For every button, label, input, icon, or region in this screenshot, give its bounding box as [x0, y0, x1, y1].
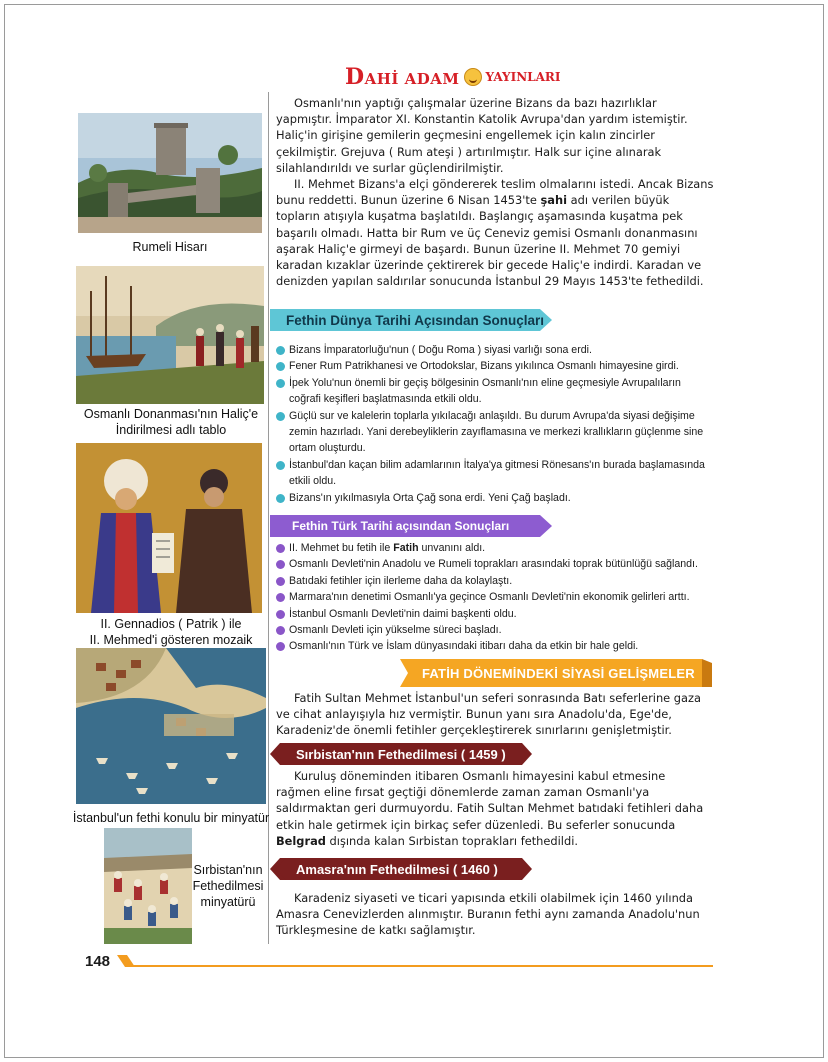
serbia-miniature-image: [104, 828, 192, 944]
amasra-banner: [270, 858, 532, 880]
figure-caption-donanma: Osmanlı Donanması'nın Haliç'e İndirilmesi adlı tablo: [83, 407, 259, 437]
list-item: İpek Yolu'nun önemli bir geçiş bölgesinin Osmanlı'nın eline geçmesiyle Avrupalıların coğrafi keşifleri başlatmasında etkili oldu.: [276, 375, 712, 408]
turk-results-banner: [270, 515, 552, 537]
list-item: Batıdaki fetihler için ilerleme daha da kolaylaştı.: [276, 573, 712, 589]
brand-publisher: YAYINLARI: [485, 70, 561, 84]
serbia-text: Kuruluş döneminden itibaren Osmanlı himayesini kabul etmesine rağmen eline fırsat geçtiği dönemlerde zaman zaman Osmanlı'ya saldırmaktan geri durmuyordu. Fatih Sultan Mehmet batıdaki fetihleri daha etkin hale getirmek için birkaç sefer düzenledi. Bu seferler sonucunda Belgrad dışında kalan Sırbistan toprakları fethedildi.: [276, 769, 704, 848]
smiley-icon: [464, 68, 482, 86]
publisher-logo: [345, 64, 561, 90]
istanbul-miniature-image: [76, 648, 266, 804]
list-item: Osmanlı Devleti için yükselme süreci başladı.: [276, 622, 712, 638]
list-item: Marmara'nın denetimi Osmanlı'ya geçince Osmanlı Devleti'nin ekonomik gelirleri arttı.: [276, 589, 712, 605]
list-item: Fener Rum Patrikhanesi ve Ortodokslar, Bizans yıkılınca Osmanlı himayesine girdi.: [276, 358, 712, 374]
intro-paragraph-2: II. Mehmet Bizans'a elçi göndererek teslim olmalarını istedi. Ancak Bizans bunu reddetti. Bunun üzerine 6 Nisan 1453'te şahi adı verilen büyük topların atışıyla kuşatma başlatıldı. Başlangıç aşamasında kuşatma pek başarılı olmadı. Hatta bir Rum ve üç Ceneviz gemisi Osmanlı donanmasını aşarak Haliç'e girmeyi de başardı. Bunun üzerine II. Mehmet 70 gemiyi karadan kızaklar üzerinde çektirerek bir gecede Haliç'e indirdi. Karadan ve denizden yapılan saldırılar sonucunda İstanbul 29 Mayıs 1453'te fethedildi.: [276, 177, 714, 289]
intro-paragraph-1: Osmanlı'nın yaptığı çalışmalar üzerine Bizans da bazı hazırlıklar yapmıştır. İmparator XI. Konstantin Katolik Avrupa'dan yardım istemiştir. Haliç'in girişine gemilerin geçmesini engellemek için kalın zincirler çekilmiştir. Grejuva ( Rum ateşi ) artırılmıştır. Halk sur içine alınarak silahlandırıldı ve surlar güçlendirilmiştir.: [276, 96, 688, 175]
figure-caption-minyatur: İstanbul'un fethi konulu bir minyatür: [72, 811, 270, 825]
figure-caption-sirbistan: Sırbistan'nın Fethedilmesi minyatürü: [192, 863, 264, 909]
haliç-painting-image: [76, 266, 264, 404]
politics-title: FATİH DÖNEMİNDEKİ SİYASİ GELİŞMELER: [422, 665, 695, 681]
list-item: Bizans İmparatorluğu'nun ( Doğu Roma ) siyasi varlığı sona erdi.: [276, 342, 712, 358]
figure-caption-rumeli: Rumeli Hisarı: [132, 240, 208, 254]
politics-banner: [400, 659, 712, 687]
turk-results-title: Fethin Türk Tarihi açısından Sonuçları: [292, 519, 510, 533]
list-item: İstanbul Osmanlı Devleti'nin daimi başkenti oldu.: [276, 606, 712, 622]
world-results-title: Fethin Dünya Tarihi Açısından Sonuçları: [286, 312, 545, 328]
serbia-banner: [270, 743, 532, 765]
list-item: Osmanlı'nın Türk ve İslam dünyasındaki itibarı daha da etkin bir hale geldi.: [276, 638, 712, 654]
world-results-list: [276, 342, 712, 506]
amasra-text: Karadeniz siyaseti ve ticari yapısında etkili olabilmek için 1460 yılında Amasra Cenevizlerden alınmıştır. Buranın fethi aynı zamanda Anadolu'nun Türkleşmesine de katkı sağlamıştır.: [276, 891, 700, 938]
politics-text: Fatih Sultan Mehmet İstanbul'un seferi sonrasında Batı seferlerine gaza ve cihat anlayışıyla hız vermiştir. Bunun yanı sıra Anadolu'da, Ege'de, Karadeniz'de önemli fetihler gerçekleştirerek sınırlarını genişletmiştir.: [276, 691, 701, 738]
amasra-title: Amasra'nın Fethedilmesi ( 1460 ): [296, 861, 498, 877]
list-item: Bizans'ın yıkılmasıyla Orta Çağ sona erdi. Yeni Çağ başladı.: [276, 490, 712, 506]
footer-rule: [117, 953, 713, 969]
gennadios-mosaic-image: [76, 443, 262, 613]
serbia-title: Sırbistan'nın Fethedilmesi ( 1459 ): [296, 746, 506, 762]
list-item: İstanbul'dan kaçan bilim adamlarının İtalya'ya gitmesi Rönesans'ın burada başlamasında etkili oldu.: [276, 457, 712, 490]
brand-name: AHİ ADAM: [364, 70, 460, 88]
rumeli-hisari-image: [78, 113, 262, 233]
world-results-banner: [270, 309, 552, 331]
list-item: II. Mehmet bu fetih ile Fatih unvanını aldı.: [276, 540, 712, 556]
figure-caption-mozaik: II. Gennadios ( Patrik ) ile II. Mehmed'i gösteren mozaik: [89, 617, 253, 647]
list-item: Osmanlı Devleti'nin Anadolu ve Rumeli toprakları arasındaki toprak bütünlüğü sağlandı.: [276, 556, 712, 572]
intro-text: [276, 95, 716, 289]
turk-results-list: [276, 540, 712, 655]
list-item: Güçlü sur ve kalelerin toplarla yıkılacağı anlaşıldı. Bu durum Avrupa'da siyasi değişime zemin hazırladı. Yani derebeyliklerin zayıflamasına ve merkezi krallıkların güçlenme sine ortam oluşturdu.: [276, 408, 712, 457]
brand-initial: D: [345, 64, 365, 90]
page-number: 148: [85, 953, 111, 970]
